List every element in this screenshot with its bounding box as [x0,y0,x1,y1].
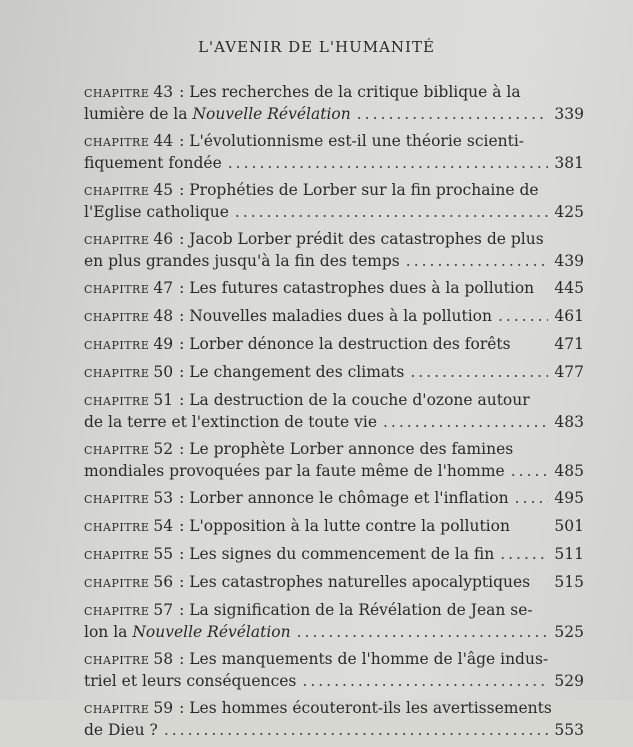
chapter-word: CHAPITRE [84,283,150,296]
toc-entry [84,698,584,741]
chapter-title: : Lorber dénonce la destruction des forêts [179,335,511,353]
chapter-number: 59 [153,699,174,717]
page-number: 525 [554,623,584,641]
dot-leader [500,544,548,565]
chapter-title: : Les catastrophes naturelles apocalyptiques [179,573,531,591]
page-number: 445 [554,279,584,297]
toc-entry [84,229,584,272]
table-of-contents [84,82,584,747]
title-text: de la terre et l'extinction de toute vie [84,413,377,431]
page-number: 439 [554,252,584,270]
toc-entry [84,334,584,356]
dot-leader [357,104,548,125]
title-text: lumière de la [84,105,193,123]
toc-entry [84,516,584,538]
toc-entry [84,180,584,223]
chapter-number: 44 [153,132,174,150]
chapter-title: : Les manquements de l'homme de l'âge indus- [179,650,549,668]
toc-entry [84,572,584,594]
title-text: lon la [84,623,133,641]
chapter-title: : Les recherches de la critique biblique à la [179,83,521,101]
chapter-title: : Le changement des climats [179,363,405,381]
title-italic: Nouvelle Révélation [192,105,351,123]
title-text: mondiales provoquées par la faute même de l'homme [84,462,505,480]
title-text: de Dieu ? [84,721,158,739]
chapter-number: 47 [153,279,174,297]
page-number: 483 [554,413,584,431]
toc-entry [84,390,584,433]
page-number: 381 [554,154,584,172]
dot-leader [511,461,548,482]
chapter-title-continued [84,104,351,125]
chapter-word: CHAPITRE [84,87,150,100]
dot-leader [498,306,548,327]
chapter-title-continued [84,461,505,482]
toc-entry [84,649,584,692]
page-number: 471 [554,335,584,353]
chapter-title-continued [84,153,222,174]
running-head: L'AVENIR DE L'HUMANITÉ [198,38,435,56]
toc-entry [84,278,584,300]
dot-leader [235,202,548,223]
toc-entry [84,306,584,328]
chapter-number: 53 [153,489,174,507]
chapter-title: : Nouvelles maladies dues à la pollution [179,307,492,325]
chapter-number: 52 [153,440,174,458]
dot-leader [297,622,548,643]
page-number: 485 [554,462,584,480]
chapter-number: 43 [153,83,174,101]
chapter-word: CHAPITRE [84,577,150,590]
toc-entry [84,439,584,482]
chapter-number: 57 [153,601,174,619]
chapter-title: : La destruction de la couche d'ozone autour [179,391,530,409]
chapter-title-continued [84,671,296,692]
chapter-title-continued [84,412,377,433]
chapter-title: : L'évolutionnisme est-il une théorie scienti- [179,132,525,150]
chapter-word: CHAPITRE [84,367,150,380]
chapter-number: 49 [153,335,174,353]
chapter-number: 45 [153,181,174,199]
chapter-title: : Les signes du commencement de la fin [179,545,495,563]
dot-leader [302,671,548,692]
chapter-word: CHAPITRE [84,654,150,667]
chapter-title-continued [84,622,291,643]
chapter-word: CHAPITRE [84,339,150,352]
page-number: 511 [554,545,584,563]
chapter-number: 51 [153,391,174,409]
dot-leader [406,251,548,272]
toc-entry [84,362,584,384]
title-italic: Nouvelle Révélation [132,623,291,641]
page-number: 515 [554,573,584,591]
chapter-word: CHAPITRE [84,185,150,198]
chapter-word: CHAPITRE [84,605,150,618]
chapter-word: CHAPITRE [84,234,150,247]
dot-leader [515,488,548,509]
chapter-title-continued [84,202,229,223]
chapter-title: : Les hommes écouteront-ils les avertissements [179,699,552,717]
chapter-title: : Les futures catastrophes dues à la pollution [179,279,535,297]
chapter-word: CHAPITRE [84,444,150,457]
chapter-title: : La signification de la Révélation de Jean se- [179,601,533,619]
dot-leader [383,412,548,433]
chapter-title: : Jacob Lorber prédit des catastrophes de plus [179,230,544,248]
page-number: 501 [554,517,584,535]
page-number: 339 [554,105,584,123]
chapter-title: : Le prophète Lorber annonce des famines [179,440,514,458]
chapter-word: CHAPITRE [84,703,150,716]
toc-entry [84,600,584,643]
chapter-title: : Prophéties de Lorber sur la fin prochaine de [179,181,539,199]
chapter-number: 46 [153,230,174,248]
chapter-word: CHAPITRE [84,136,150,149]
chapter-title-continued [84,720,158,741]
chapter-word: CHAPITRE [84,521,150,534]
chapter-number: 54 [153,517,174,535]
chapter-number: 48 [153,307,174,325]
chapter-title: : L'opposition à la lutte contre la pollution [179,517,510,535]
page-number: 553 [554,721,584,739]
title-text: fiquement fondée [84,154,222,172]
chapter-title: : Lorber annonce le chômage et l'inflation [179,489,509,507]
dot-leader [164,720,548,741]
page-number: 495 [554,489,584,507]
chapter-title-continued [84,251,400,272]
chapter-word: CHAPITRE [84,549,150,562]
title-text: triel et leurs conséquences [84,672,297,690]
page-number: 477 [554,363,584,381]
title-text: l'Eglise catholique [84,203,229,221]
page-number: 529 [554,672,584,690]
toc-entry [84,82,584,125]
chapter-word: CHAPITRE [84,493,150,506]
toc-entry [84,131,584,174]
toc-entry [84,544,584,566]
page-number: 425 [554,203,584,221]
title-text: en plus grandes jusqu'à la fin des temps [84,252,400,270]
chapter-number: 55 [153,545,174,563]
dot-leader [410,362,548,383]
chapter-number: 58 [153,650,174,668]
page-number: 461 [554,307,584,325]
chapter-number: 56 [153,573,174,591]
toc-entry [84,488,584,510]
chapter-number: 50 [153,363,174,381]
chapter-word: CHAPITRE [84,395,150,408]
dot-leader [228,153,548,174]
chapter-word: CHAPITRE [84,311,150,324]
